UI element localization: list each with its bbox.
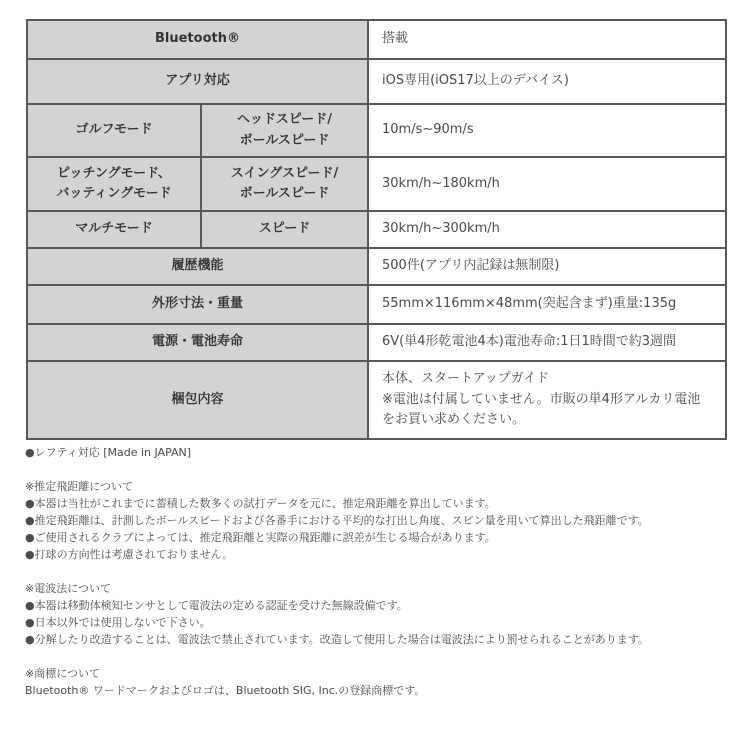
spec-label-app-support: アプリ対応 bbox=[28, 60, 369, 103]
spec-label-pitching-batting-mode bbox=[28, 158, 202, 210]
spec-label-power-battery: 電源・電池寿命 bbox=[28, 325, 369, 360]
spec-sublabel-golf-mode bbox=[202, 105, 369, 156]
note-trademark-statement: Bluetooth® ワードマークおよびロゴは、Bluetooth SIG, Inc.の登録商標です。 bbox=[25, 684, 426, 697]
note-heading-radio-law: ※電波法について bbox=[25, 582, 111, 595]
spec-value-golf-mode: 10m/s~90m/s bbox=[382, 122, 474, 138]
spec-value-package-contents bbox=[369, 362, 725, 438]
table-row-golf-mode bbox=[28, 105, 725, 158]
table-row-bluetooth bbox=[28, 21, 725, 60]
note-lefty-support: ●レフティ対応 [Made in JAPAN] bbox=[25, 446, 192, 459]
note-item: ●本器は移動体検知センサとして電波法の定める認証を受けた無線設備です。 bbox=[25, 599, 408, 612]
spec-value-multi-mode: 30km/h~300km/h bbox=[382, 221, 500, 237]
table-row-multi-mode bbox=[28, 212, 725, 249]
value-line-1: 本体、スタートアップガイド bbox=[382, 370, 550, 386]
spec-value-pitching-batting-mode: 30km/h~180km/h bbox=[382, 175, 500, 191]
spec-label-bluetooth: Bluetooth® bbox=[28, 21, 369, 58]
spec-value-bluetooth: 搭載 bbox=[382, 31, 409, 47]
table-row-history bbox=[28, 249, 725, 286]
sublabel-line-1: ヘッドスピード/ bbox=[236, 112, 333, 128]
note-item: ●打球の方向性は考慮されておりません。 bbox=[25, 548, 234, 561]
spec-value-history: 500件(アプリ内記録は無制限) bbox=[382, 258, 560, 273]
table-row-app-support bbox=[28, 60, 725, 105]
note-item: ●推定飛距離は、計測したボールスピードおよび各番手における平均的な打出し角度、スピン量を用いて算出した飛距離です。 bbox=[25, 514, 649, 527]
table-row-pitching-batting-mode bbox=[28, 158, 725, 212]
note-item: ●ご使用されるクラブによっては、推定飛距離と実際の飛距離に誤差が生じる場合があります。 bbox=[25, 531, 496, 544]
note-item: ●日本以外では使用しないで下さい。 bbox=[25, 616, 211, 629]
notes-section bbox=[25, 444, 730, 699]
sublabel-line-2: ボールスピード bbox=[239, 132, 330, 148]
table-row-package-contents bbox=[28, 362, 725, 438]
spec-label-package-contents: 梱包内容 bbox=[28, 362, 369, 438]
table-row-dimensions-weight bbox=[28, 286, 725, 325]
spec-label-dimensions-weight: 外形寸法・重量 bbox=[28, 286, 369, 323]
spec-label-golf-mode: ゴルフモード bbox=[28, 105, 202, 156]
label-line-2: バッティングモード bbox=[56, 186, 172, 201]
spec-value-power-battery: 6V(単4形乾電池4本)電池寿命:1日1時間で約3週間 bbox=[382, 333, 677, 349]
value-line-2: ※電池は付属していません。市販の単4形アルカリ電池をお買い求めください。 bbox=[382, 391, 701, 428]
sublabel-line-2: ボールスピード bbox=[239, 186, 330, 201]
spec-value-dimensions-weight: 55mm×116mm×48mm(突起含まず)重量:135g bbox=[382, 295, 677, 311]
note-item: ●本器は当社がこれまでに蓄積した数多くの試打データを元に、推定飛距離を算出しています。 bbox=[25, 497, 496, 510]
spec-value-app-support: iOS専用(iOS17以上のデバイス) bbox=[382, 73, 569, 89]
note-heading-trademark: ※商標について bbox=[25, 667, 100, 680]
spec-table bbox=[26, 19, 727, 440]
note-heading-estimated-distance: ※推定飛距離について bbox=[25, 480, 133, 493]
sublabel-line-1: スイングスピード/ bbox=[230, 165, 339, 181]
label-line-1: ピッチングモード、 bbox=[57, 165, 171, 181]
note-item: ●分解したり改造することは、電波法で禁止されています。改造して使用した場合は電波法により罰せられることがあります。 bbox=[25, 633, 649, 646]
spec-sublabel-multi-mode: スピード bbox=[202, 212, 369, 247]
table-row-power-battery bbox=[28, 325, 725, 362]
spec-label-history: 履歴機能 bbox=[28, 249, 369, 284]
spec-label-multi-mode: マルチモード bbox=[28, 212, 202, 247]
spec-sublabel-pitching-batting-mode bbox=[202, 158, 369, 210]
